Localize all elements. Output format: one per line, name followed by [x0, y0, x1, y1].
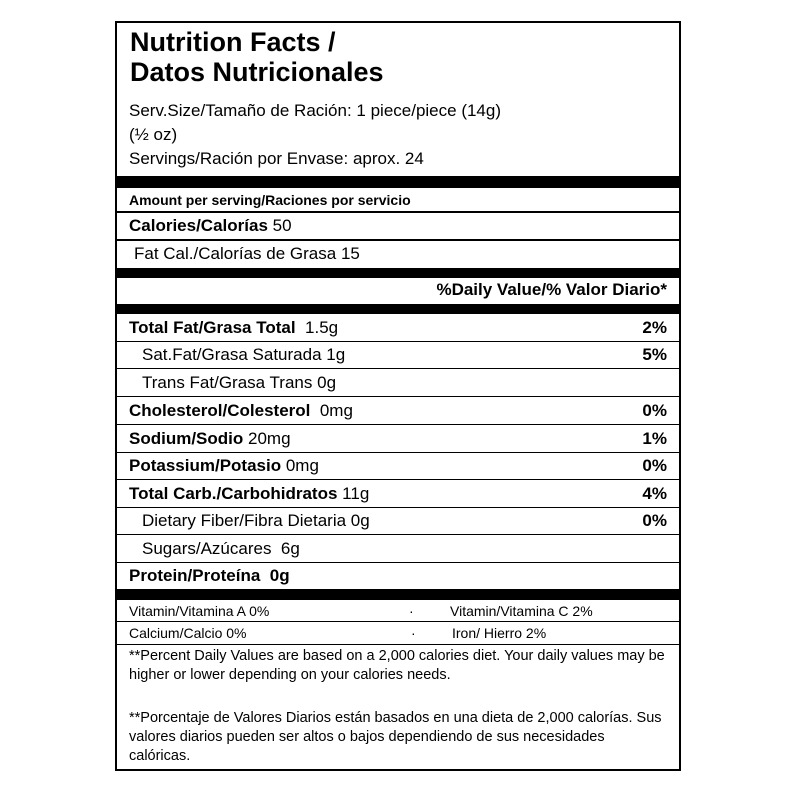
nutrient-label: Trans Fat/Grasa Trans — [142, 373, 313, 392]
divider — [117, 452, 679, 453]
nutrient-label: Cholesterol/Colesterol — [129, 401, 311, 420]
divider — [117, 368, 679, 369]
nutrient-amount: 0mg — [285, 456, 319, 475]
nutrient-label: Protein/Proteína — [129, 566, 261, 585]
mineral-separator: · — [411, 625, 416, 641]
nutrient-amount: 0g — [317, 373, 337, 392]
divider — [117, 644, 679, 645]
nutrient-daily-value: 2% — [642, 318, 667, 337]
title-spanish: Datos Nutricionales — [130, 57, 384, 87]
nutrient-daily-value: 4% — [642, 484, 667, 503]
footnote-spanish: **Porcentaje de Valores Diarios están basados en una dieta de 2,000 calorías. Sus valores diarios pueden ser altos o bajos dependiendo de sus necesidades calóricas. — [129, 710, 662, 764]
nutrient-daily-value: 0% — [642, 401, 667, 420]
divider — [117, 396, 679, 397]
nutrient-amount: 0g — [269, 566, 290, 585]
vitamin-separator: · — [409, 603, 414, 619]
thick-divider — [117, 176, 679, 188]
thick-divider — [117, 589, 679, 600]
calcium: Calcium/Calcio 0% — [129, 625, 247, 641]
amount-per-serving: Amount per serving/Raciones por servicio — [129, 192, 411, 208]
nutrient-amount: 20mg — [248, 429, 291, 448]
divider — [117, 424, 679, 425]
divider — [117, 479, 679, 480]
nutrient-label: Sodium/Sodio — [129, 429, 244, 448]
label-title — [130, 27, 384, 87]
daily-value-header: %Daily Value/% Valor Diario* — [436, 280, 667, 299]
nutrient-amount: 0mg — [319, 401, 353, 420]
serving-size: Serv.Size/Tamaño de Ración: 1 piece/piece (14g) — [129, 101, 501, 120]
nutrient-daily-value: 5% — [642, 345, 667, 364]
servings-per-container: Servings/Ración por Envase: aprox. 24 — [129, 149, 424, 168]
nutrient-label: Sugars/Azúcares — [142, 539, 272, 558]
nutrition-label — [115, 21, 681, 771]
nutrient-daily-value: 1% — [642, 429, 667, 448]
thick-divider — [117, 268, 679, 278]
calories-label: Calories/Calorías — [129, 216, 268, 235]
nutrient-amount: 6g — [280, 539, 300, 558]
nutrient-label: Dietary Fiber/Fibra Dietaria — [142, 511, 347, 530]
divider — [117, 562, 679, 563]
serving-size-oz: (½ oz) — [129, 125, 178, 144]
title-english: Nutrition Facts / — [130, 27, 336, 57]
vitamin-a: Vitamin/Vitamina A 0% — [129, 603, 270, 619]
nutrient-amount: 11g — [342, 484, 370, 503]
nutrient-label: Sat.Fat/Grasa Saturada — [142, 345, 322, 364]
nutrient-daily-value: 0% — [642, 511, 667, 530]
nutrient-label: Potassium/Potasio — [129, 456, 282, 475]
nutrient-daily-value: 0% — [642, 456, 667, 475]
divider — [117, 211, 679, 213]
vitamin-c: Vitamin/Vitamina C 2% — [450, 603, 593, 619]
thick-divider — [117, 304, 679, 314]
nutrient-amount: 1g — [326, 345, 346, 364]
divider — [117, 239, 679, 241]
divider — [117, 341, 679, 342]
divider — [117, 621, 679, 622]
nutrient-amount: 1.5g — [305, 318, 339, 337]
calories-value: 50 — [272, 216, 292, 235]
fat-calories-label: Fat Cal./Calorías de Grasa — [134, 244, 337, 263]
divider — [117, 534, 679, 535]
footnote-english: **Percent Daily Values are based on a 2,000 calories diet. Your daily values may be higher or lower depending on your calories needs. — [129, 648, 665, 683]
iron: Iron/ Hierro 2% — [452, 625, 547, 641]
nutrient-label: Total Fat/Grasa Total — [129, 318, 296, 337]
nutrient-amount: 0g — [350, 511, 370, 530]
fat-calories-value: 15 — [340, 244, 360, 263]
nutrient-label: Total Carb./Carbohidratos — [129, 484, 338, 503]
serving-info — [129, 99, 501, 171]
divider — [117, 507, 679, 508]
